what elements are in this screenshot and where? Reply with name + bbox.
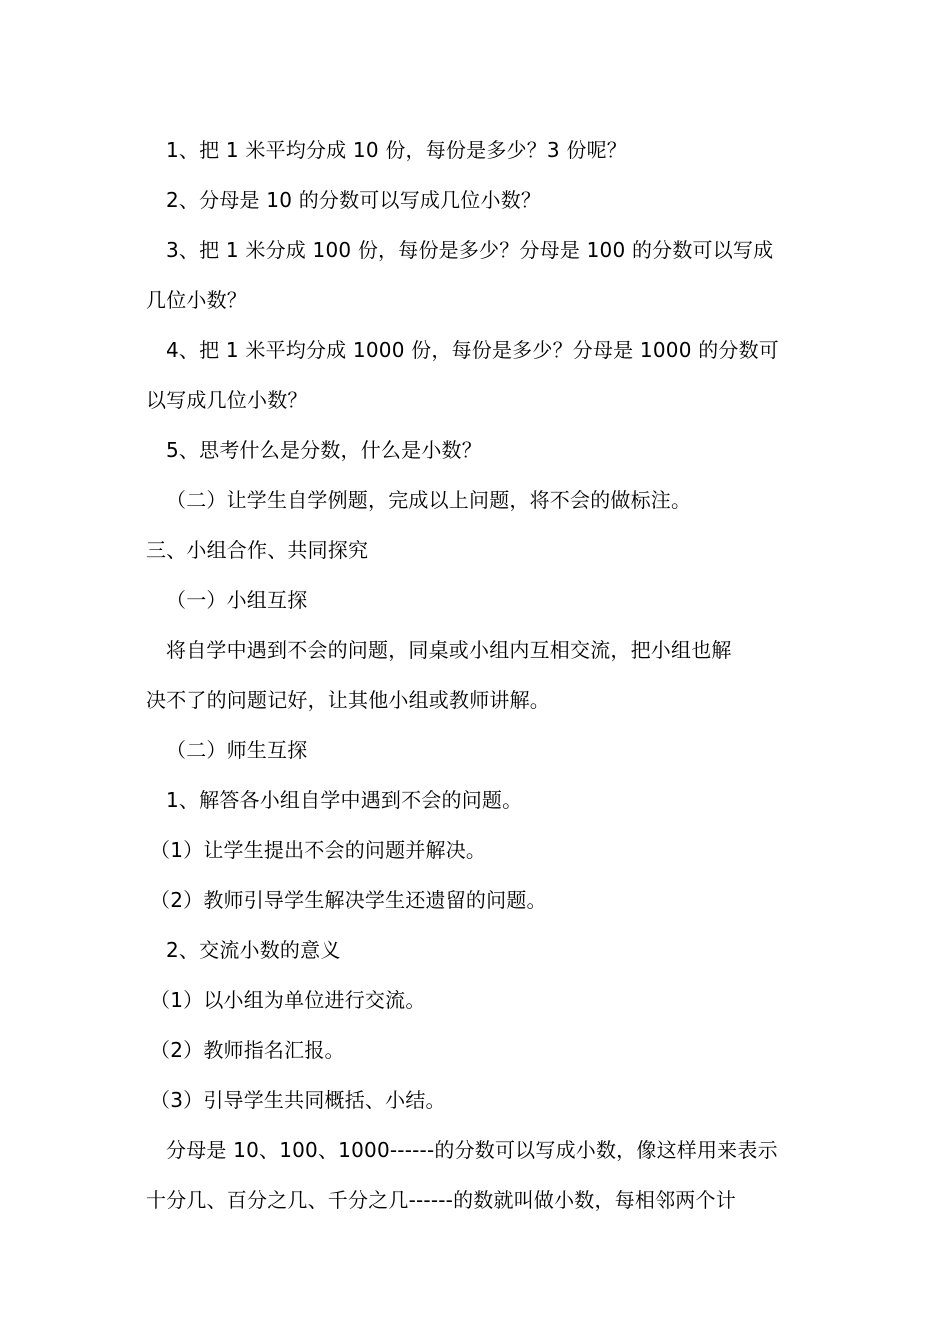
question-4-line-1: 4、把 1 米平均分成 1000 份，每份是多少？分母是 1000 的分数可 — [166, 338, 779, 362]
question-3-line-2: 几位小数？ — [146, 288, 247, 312]
item-1-answer-questions: 1、解答各小组自学中遇到不会的问题。 — [166, 788, 523, 812]
section-heading-3: 三、小组合作、共同探究 — [146, 538, 369, 562]
item-2-sub-2: （2）教师指名汇报。 — [150, 1038, 345, 1062]
subsection-teacher-student-explore: （二）师生互探 — [166, 738, 308, 762]
question-3-line-1: 3、把 1 米分成 100 份，每份是多少？分母是 100 的分数可以写成 — [166, 238, 774, 262]
question-4-line-2: 以写成几位小数？ — [146, 388, 308, 412]
item-2-sub-1: （1）以小组为单位进行交流。 — [150, 988, 426, 1012]
item-1-sub-2: （2）教师引导学生解决学生还遗留的问题。 — [150, 888, 547, 912]
item-2-sub-3: （3）引导学生共同概括、小结。 — [150, 1088, 446, 1112]
item-1-sub-1: （1）让学生提出不会的问题并解决。 — [150, 838, 487, 862]
self-study-instruction: （二）让学生自学例题，完成以上问题，将不会的做标注。 — [166, 488, 692, 512]
question-5: 5、思考什么是分数，什么是小数？ — [166, 438, 482, 462]
definition-paragraph-line-1: 分母是 10、100、1000------的分数可以写成小数，像这样用来表示 — [166, 1138, 778, 1162]
group-explore-paragraph-line-2: 决不了的问题记好，让其他小组或教师讲解。 — [146, 688, 550, 712]
definition-paragraph-line-2: 十分几、百分之几、千分之几------的数就叫做小数，每相邻两个计 — [146, 1188, 736, 1212]
item-2-exchange-meaning: 2、交流小数的意义 — [166, 938, 341, 962]
document-body — [146, 125, 810, 1225]
question-1: 1、把 1 米平均分成 10 份，每份是多少？3 份呢？ — [166, 138, 628, 162]
subsection-group-explore: （一）小组互探 — [166, 588, 308, 612]
group-explore-paragraph-line-1: 将自学中遇到不会的问题，同桌或小组内互相交流，把小组也解 — [166, 638, 732, 662]
question-2: 2、分母是 10 的分数可以写成几位小数？ — [166, 188, 542, 212]
